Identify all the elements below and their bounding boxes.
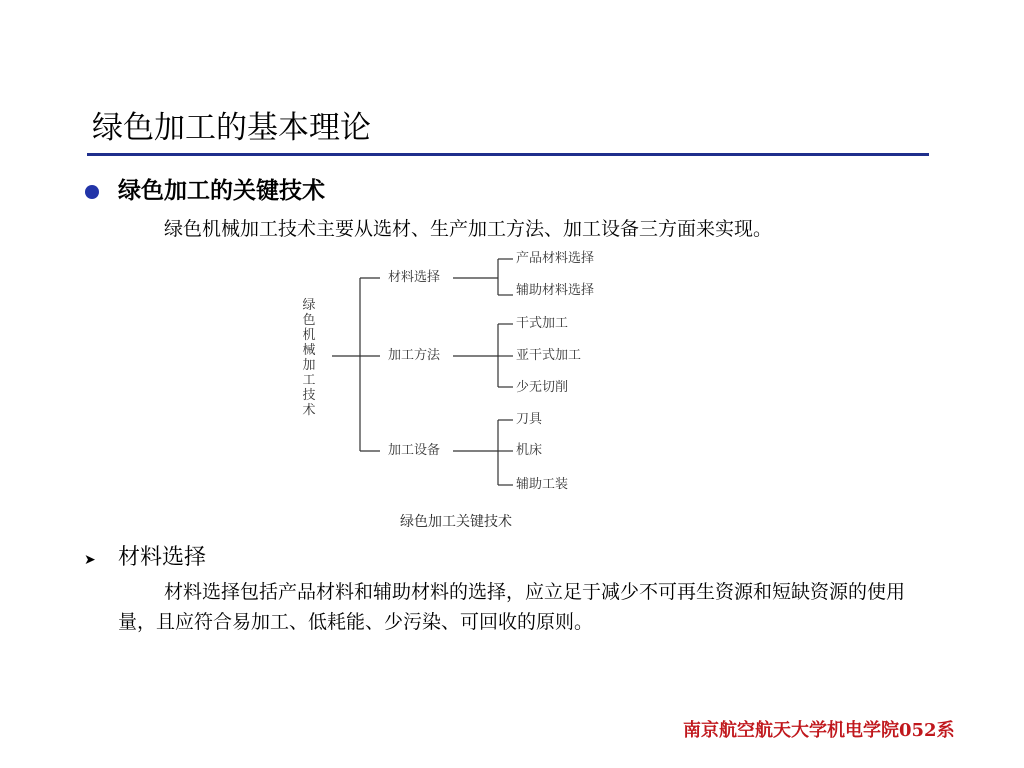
title-divider [87, 153, 929, 156]
leaf-label: 辅助材料选择 [516, 283, 595, 298]
branch-label-methods: 加工方法 [388, 348, 441, 363]
root-char: 色 [302, 313, 316, 328]
subsection-heading: 材料选择 [118, 545, 207, 570]
root-char: 术 [302, 403, 316, 418]
root-char: 械 [302, 343, 316, 358]
tree-root-label [300, 298, 318, 418]
section-heading: 绿色加工的关键技术 [118, 177, 325, 204]
leaf-label: 干式加工 [516, 316, 569, 331]
root-char: 绿 [302, 298, 316, 313]
leaf-label: 辅助工装 [516, 477, 569, 492]
section-intro: 绿色机械加工技术主要从选材、生产加工方法、加工设备三方面来实现。 [164, 218, 773, 240]
branch-label-equipment: 加工设备 [388, 443, 441, 458]
bullet-dot-icon [85, 185, 99, 199]
root-char: 技 [302, 388, 316, 403]
branch-label-materials: 材料选择 [388, 270, 441, 285]
leaf-label: 少无切削 [516, 380, 569, 395]
slide-title: 绿色加工的基本理论 [92, 110, 371, 146]
root-char: 加 [302, 358, 316, 373]
leaf-label: 亚干式加工 [516, 348, 582, 363]
footer-institution: 南京航空航天大学机电学院052系 [683, 720, 955, 741]
diagram-caption: 绿色加工关键技术 [400, 514, 512, 530]
leaf-label: 机床 [516, 443, 543, 458]
root-char: 工 [302, 373, 316, 388]
arrow-bullet-icon: ➤ [84, 552, 96, 568]
subsection-body: 材料选择包括产品材料和辅助材料的选择，应立足于减少不可再生资源和短缺资源的使用量，且应符合易加工、低耗能、少污染、可回收的原则。 [118, 581, 906, 633]
root-char: 机 [302, 328, 316, 343]
leaf-label: 产品材料选择 [516, 251, 595, 266]
leaf-label: 刀具 [516, 412, 543, 427]
